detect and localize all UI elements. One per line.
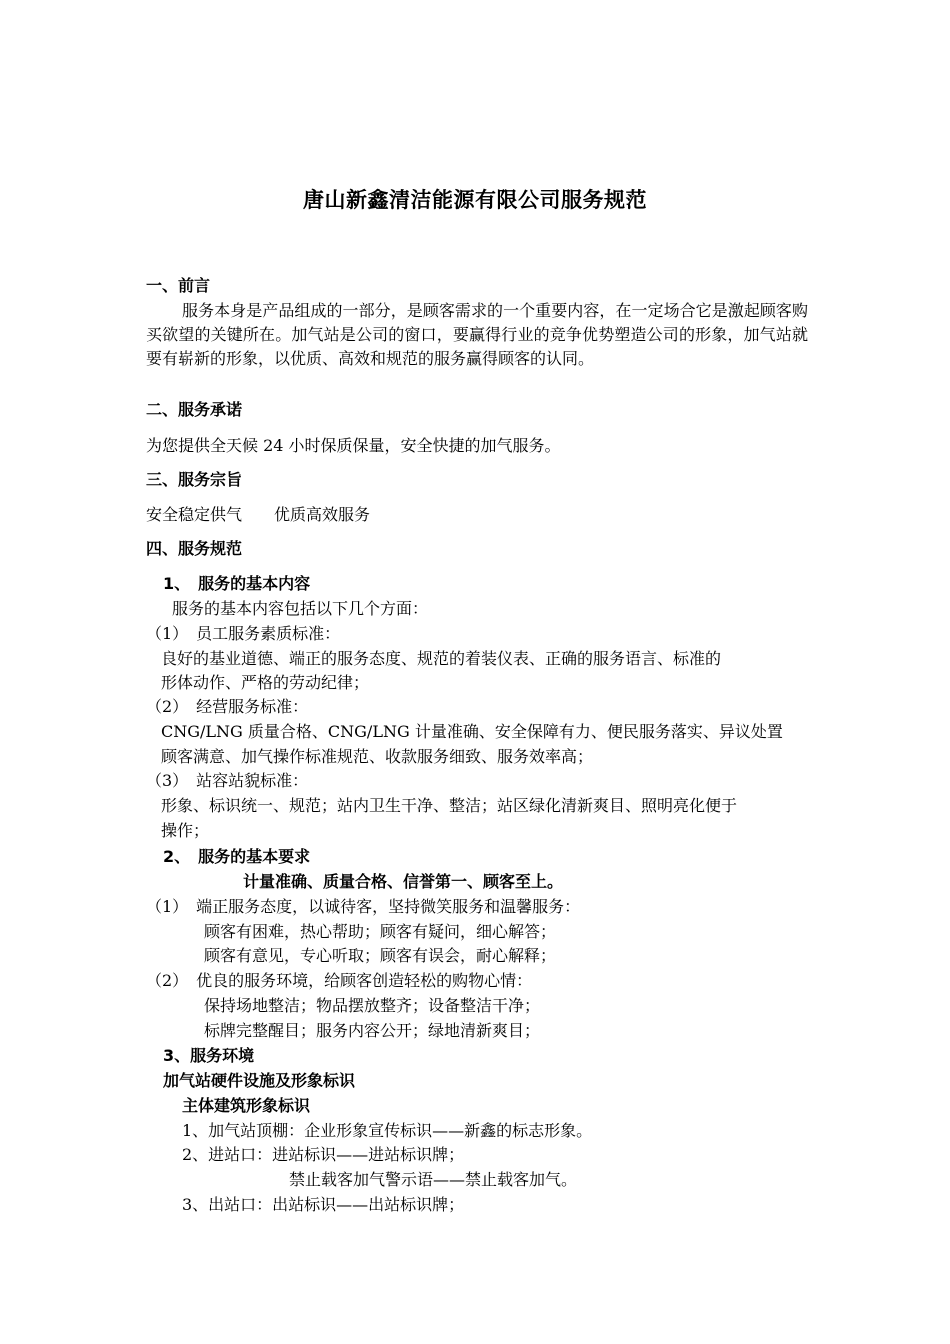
subsection-heading-basic-content: 1、 服务的基本内容 (163, 574, 311, 593)
requirement-item-line: 顾客有困难，热心帮助；顾客有疑问，细心解答； (204, 922, 557, 941)
section-heading-commitment: 二、服务承诺 (146, 400, 243, 419)
requirement-item-line: 标牌完整醒目；服务内容公开；绿地清新爽目； (204, 1021, 541, 1040)
basic-content-item-label: （2） 经营服务标准： (146, 697, 309, 716)
requirements-motto: 计量准确、质量合格、信誉第一、顾客至上。 (243, 872, 564, 891)
basic-content-item-line: 良好的基业道德、端正的服务态度、规范的着装仪表、正确的服务语言、标准的 (161, 649, 722, 668)
purpose-text: 安全稳定供气 优质高效服务 (146, 505, 371, 524)
section-heading-norms: 四、服务规范 (146, 539, 243, 558)
requirement-item-label: （1） 端正服务态度，以诚待客，坚持微笑服务和温馨服务： (146, 897, 581, 916)
environment-line: 1、加气站顶棚：企业形象宣传标识——新鑫的标志形象。 (182, 1121, 593, 1140)
section-heading-purpose: 三、服务宗旨 (146, 470, 243, 489)
basic-content-item-line: 形体动作、严格的劳动纪律； (161, 673, 370, 692)
basic-content-item-line: 操作； (161, 821, 210, 840)
requirement-item-label: （2） 优良的服务环境，给顾客创造轻松的购物心情： (146, 971, 533, 990)
environment-line: 2、进站口：进站标识——进站标识牌； (182, 1145, 465, 1164)
environment-subsubheading: 主体建筑形象标识 (182, 1096, 311, 1115)
requirement-item-line: 保持场地整洁；物品摆放整齐；设备整洁干净； (204, 996, 541, 1015)
subsection-heading-basic-requirements: 2、 服务的基本要求 (163, 847, 311, 866)
subsection-heading-environment: 3、服务环境 (163, 1046, 255, 1065)
basic-content-item-line: 形象、标识统一、规范；站内卫生干净、整洁；站区绿化清新爽目、照明亮化便于 (161, 796, 738, 815)
basic-content-item-label: （3） 站容站貌标准： (146, 771, 309, 790)
basic-content-intro: 服务的基本内容包括以下几个方面： (172, 599, 429, 618)
commitment-text: 为您提供全天候 24 小时保质保量，安全快捷的加气服务。 (146, 436, 561, 455)
environment-line: 禁止载客加气警示语——禁止载客加气。 (289, 1170, 578, 1189)
preface-paragraph (146, 299, 808, 371)
environment-line: 3、出站口：出站标识——出站标识牌； (182, 1195, 465, 1214)
preface-paragraph-text: 服务本身是产品组成的一部分，是顾客需求的一个重要内容，在一定场合它是激起顾客购买欲望的关键所在。加气站是公司的窗口，要赢得行业的竞争优势塑造公司的形象，加气站就要有崭新的形象，以优质、高效和规范的服务赢得顾客的认同。 (146, 301, 808, 368)
basic-content-item-line: CNG/LNG 质量合格、CNG/LNG 计量准确、安全保障有力、便民服务落实、异议处置 (161, 722, 783, 741)
basic-content-item-line: 顾客满意、加气操作标准规范、收款服务细致、服务效率高； (161, 747, 594, 766)
requirement-item-line: 顾客有意见，专心听取；顾客有误会，耐心解释； (204, 946, 557, 965)
document-title: 唐山新鑫清洁能源有限公司服务规范 (303, 188, 647, 212)
section-heading-preface: 一、前言 (146, 276, 211, 295)
basic-content-item-label: （1） 员工服务素质标准： (146, 624, 341, 643)
environment-subheading: 加气站硬件设施及形象标识 (163, 1071, 356, 1090)
